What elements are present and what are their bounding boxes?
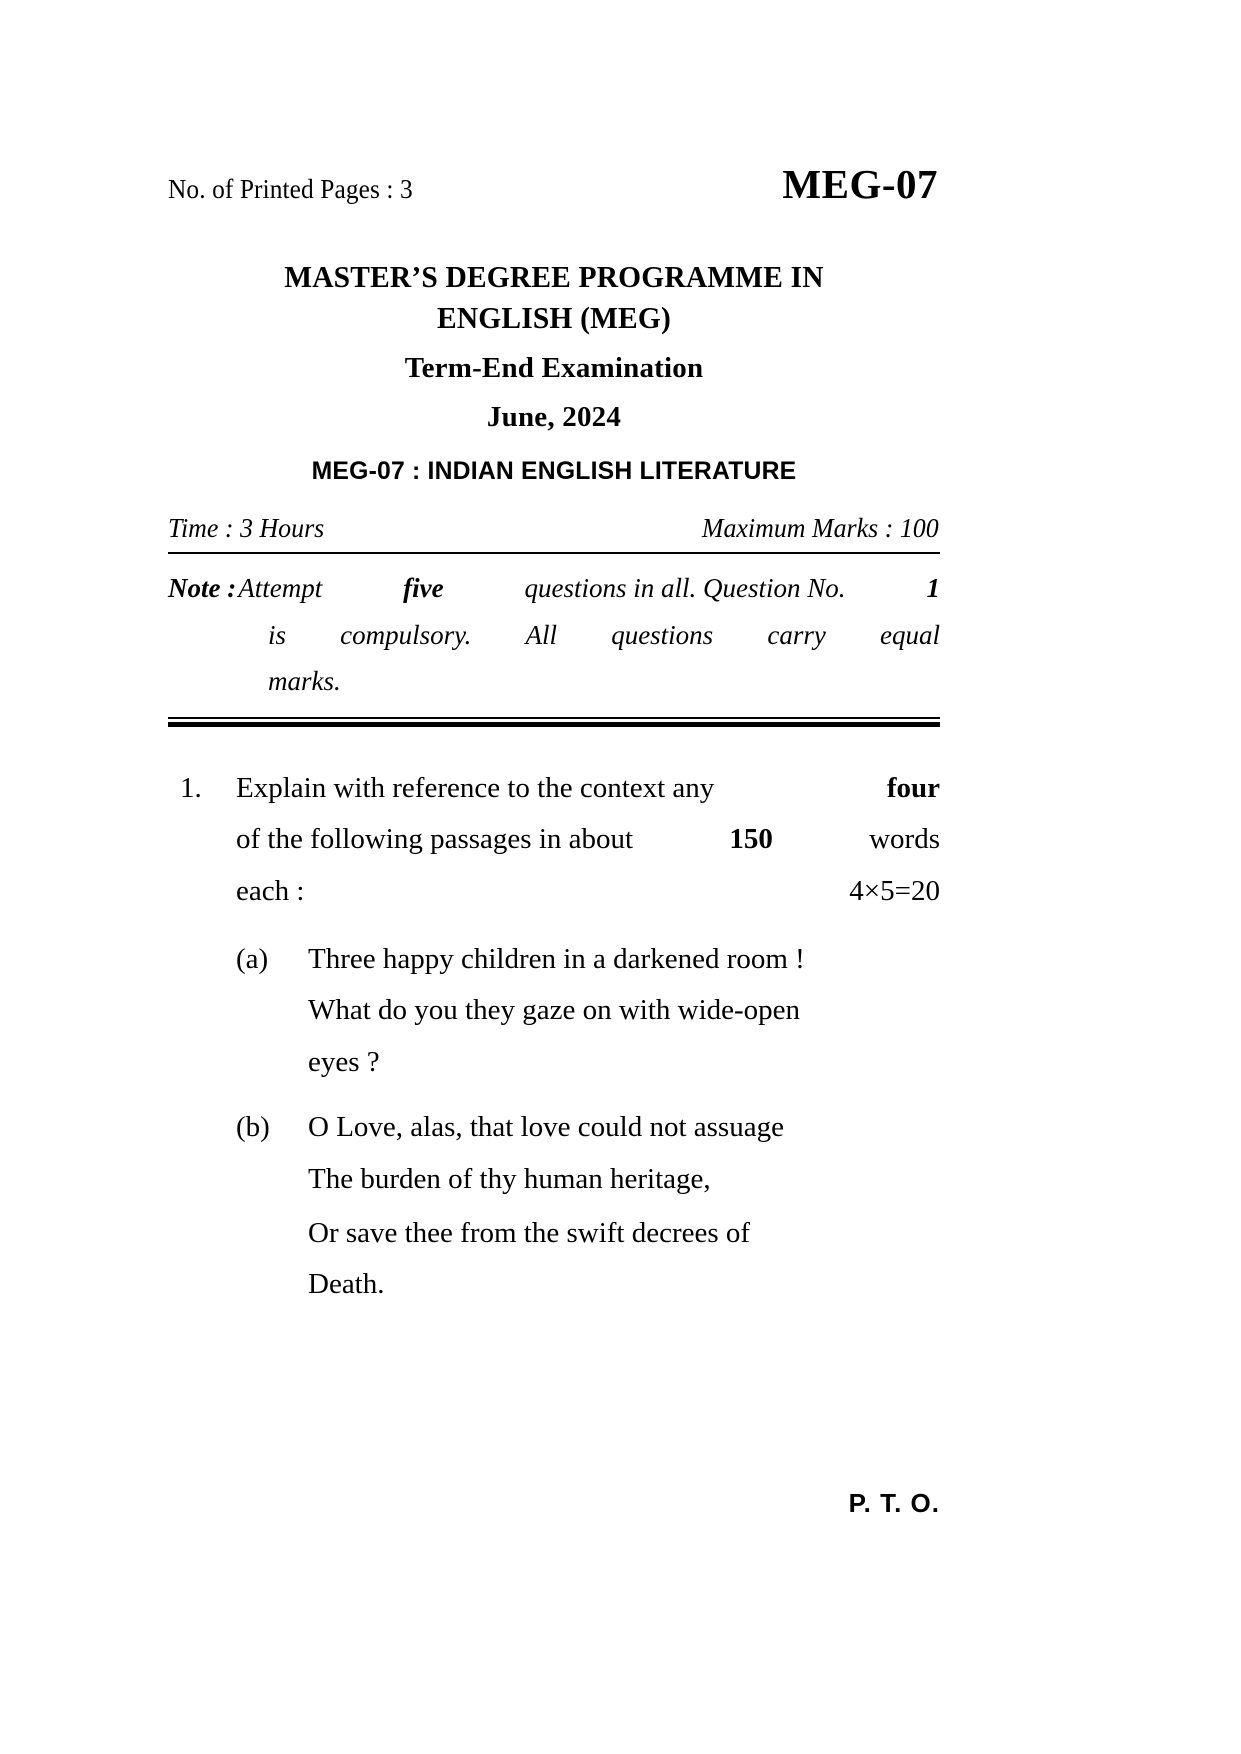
questions-list <box>168 763 940 1325</box>
note-line1-five: five <box>403 573 444 604</box>
subitem-a-line3: eyes ? <box>308 1045 380 1078</box>
subitem-b-paragraph2 <box>308 1208 940 1311</box>
subitem-b <box>236 1102 940 1310</box>
question-1-number: 1. <box>180 771 202 804</box>
question-1-subitems <box>236 934 940 1311</box>
pto-label: P. T. O. <box>848 1488 940 1518</box>
subitem-a-line1: Three happy children in a darkened room ! <box>308 942 805 975</box>
subitem-a-body <box>308 934 940 1089</box>
note-line1-one: 1 <box>926 573 940 604</box>
subitem-b-label: (b) <box>236 1111 270 1144</box>
subitem-a-line2: What do you they gaze on with wide-open <box>308 994 801 1027</box>
question-1-line2-text: of the following passages in about <box>236 823 634 856</box>
question-1-line1-text: Explain with reference to the context any <box>236 771 715 804</box>
programme-title-line2: ENGLISH (MEG) <box>436 300 671 336</box>
examination-type: Term-End Examination <box>404 352 704 385</box>
divider-rule-top <box>168 552 940 554</box>
title-block <box>168 256 940 486</box>
programme-title-line1: MASTER’S DEGREE PROGRAMME IN <box>284 259 824 294</box>
note-line1-part1: Attempt <box>238 573 323 604</box>
note-line2-word5: carry <box>767 619 826 650</box>
question-1-line2-tail: words <box>869 823 940 856</box>
question-1-line1 <box>236 763 940 815</box>
question-1-marks: 4×5=20 <box>849 874 940 907</box>
note-label: Note : <box>168 573 237 604</box>
exam-duration: Time : 3 Hours <box>168 513 325 544</box>
subitem-b-line2: The burden of thy human heritage, <box>308 1163 711 1196</box>
question-1-each-label: each : <box>236 874 305 907</box>
page-footer <box>168 1488 940 1519</box>
divider-rule-bottom <box>168 717 940 727</box>
note-block <box>168 565 940 712</box>
note-line2-word3: All <box>525 619 558 650</box>
note-line3: marks. <box>268 666 341 697</box>
subitem-a <box>236 934 940 1089</box>
maximum-marks: Maximum Marks : 100 <box>702 513 939 544</box>
subitem-b-line3: Or save thee from the swift decrees of <box>308 1216 751 1249</box>
note-line1-part2: questions in all. Question No. <box>524 573 846 604</box>
examination-date: June, 2024 <box>486 401 622 434</box>
subitem-b-body <box>308 1102 940 1310</box>
question-1-line3 <box>236 866 940 918</box>
question-1-word-count: 150 <box>729 823 773 856</box>
question-1 <box>168 763 940 1325</box>
course-code-label: MEG-07 <box>782 161 938 207</box>
subitem-b-line4: Death. <box>308 1268 385 1301</box>
note-line2-word2: compulsory. <box>340 619 472 650</box>
note-line2-word1: is <box>268 619 287 650</box>
subitem-a-label: (a) <box>236 942 269 975</box>
note-line2-word4: questions <box>611 619 714 650</box>
question-1-four: four <box>886 771 940 804</box>
exam-info-row <box>168 513 940 549</box>
note-line2-word6: equal <box>879 619 940 650</box>
page-content <box>168 160 940 1518</box>
printed-pages-label: No. of Printed Pages : 3 <box>168 174 413 204</box>
question-1-line2 <box>236 814 940 866</box>
subitem-b-line1: O Love, alas, that love could not assuage <box>308 1111 784 1144</box>
course-title: MEG-07 : INDIAN ENGLISH LITERATURE <box>311 457 797 486</box>
note-line2 <box>268 612 940 658</box>
page-header <box>168 160 940 218</box>
question-1-body <box>236 763 940 1325</box>
